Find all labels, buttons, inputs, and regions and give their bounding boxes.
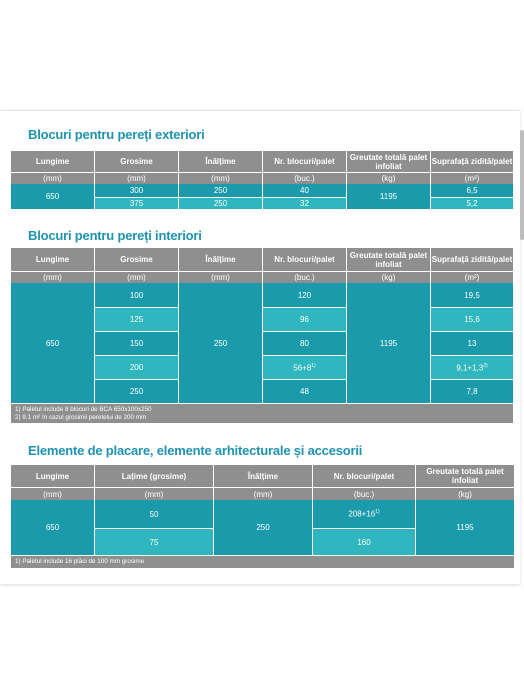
unit-cell: (mm) <box>95 271 178 283</box>
cell-nr <box>263 355 346 379</box>
cell-nr: 40 <box>263 184 346 197</box>
cell-suprafata: 13 <box>431 331 513 355</box>
table-notes <box>11 403 513 423</box>
cell-nr: 48 <box>263 379 346 403</box>
footnote-marker: 2) <box>483 362 488 369</box>
cell-grosime: 200 <box>95 355 178 379</box>
cell-grosime: 150 <box>95 331 178 355</box>
table-exterior <box>10 151 514 209</box>
cell-greutate: 1195 <box>416 500 514 555</box>
cell-suprafata: 19,5 <box>431 283 513 307</box>
header-inaltime: Înălțime <box>179 248 262 271</box>
header-nr-blocuri: Nr. blocuri/palet <box>313 465 415 487</box>
unit-cell: (mm) <box>179 271 262 283</box>
header-suprafata: Suprafață zidită/palet <box>431 151 513 172</box>
cell-inaltime: 250 <box>179 283 262 403</box>
table-interior <box>10 248 514 423</box>
cell-nr: 32 <box>263 197 346 209</box>
scrollbar[interactable] <box>520 130 524 240</box>
cell-lungime: 650 <box>11 283 94 403</box>
footnote: 1) Paletul include 8 blocuri de BCA 650x100x250 <box>15 406 152 413</box>
cell-inaltime: 250 <box>179 197 262 209</box>
footnote: 1) Paletul include 16 plăci de 100 mm grosime <box>15 558 145 565</box>
cell-suprafata-value: 9,1+1,3 <box>456 363 484 373</box>
header-inaltime: Înălțime <box>179 151 262 172</box>
unit-cell: (mm) <box>11 487 94 500</box>
header-inaltime: Înălțime <box>214 465 312 487</box>
table-row <box>11 500 514 528</box>
cell-grosime: 125 <box>95 307 178 331</box>
unit-cell: (kg) <box>347 271 430 283</box>
header-nr-blocuri: Nr. blocuri/palet <box>263 248 346 271</box>
footnote-marker: 1) <box>375 509 380 516</box>
cell-nr: 80 <box>263 331 346 355</box>
cell-inaltime: 250 <box>179 184 262 197</box>
cell-nr-value: 56+8 <box>293 363 312 373</box>
cell-grosime: 250 <box>95 379 178 403</box>
header-greutate: Greutate totală palet infoliat <box>347 248 430 271</box>
cell-latime: 75 <box>95 528 213 555</box>
cell-grosime: 375 <box>95 197 178 209</box>
header-lungime: Lungime <box>11 248 94 271</box>
unit-cell: (kg) <box>416 487 514 500</box>
header-greutate: Greutate totală palet infoliat <box>416 465 514 487</box>
table-row <box>11 283 513 307</box>
cell-greutate: 1195 <box>347 283 430 403</box>
section-title-placare: Elemente de placare, elemente arhitecturale și accesorii <box>28 443 363 458</box>
cell-suprafata: 5,2 <box>431 197 513 209</box>
unit-cell: (m²) <box>431 271 513 283</box>
cell-suprafata: 7,8 <box>431 379 513 403</box>
header-greutate: Greutate totală palet infoliat <box>347 151 430 172</box>
cell-nr: 160 <box>313 528 415 555</box>
cell-nr: 120 <box>263 283 346 307</box>
cell-lungime: 650 <box>11 500 94 555</box>
header-suprafata: Suprafață zidită/palet <box>431 248 513 271</box>
footnote-marker: 1) <box>311 362 316 369</box>
header-latime: Lațime (grosime) <box>95 465 213 487</box>
table-notes <box>11 555 514 568</box>
unit-cell: (mm) <box>95 487 213 500</box>
unit-cell: (kg) <box>347 172 430 184</box>
unit-cell: (m²) <box>431 172 513 184</box>
cell-nr <box>313 500 415 528</box>
cell-suprafata: 15,6 <box>431 307 513 331</box>
cell-lungime: 650 <box>11 184 94 209</box>
cell-grosime: 300 <box>95 184 178 197</box>
unit-cell: (mm) <box>179 172 262 184</box>
header-lungime: Lungime <box>11 151 94 172</box>
cell-inaltime: 250 <box>214 500 312 555</box>
cell-nr-value: 208+16 <box>348 509 376 519</box>
section-title-exterior: Blocuri pentru pereți exteriori <box>28 127 205 142</box>
cell-nr: 96 <box>263 307 346 331</box>
unit-cell: (mm) <box>95 172 178 184</box>
table-row <box>11 184 513 197</box>
section-title-interior: Blocuri pentru pereți interiori <box>28 228 202 243</box>
unit-cell: (buc.) <box>313 487 415 500</box>
unit-cell: (mm) <box>214 487 312 500</box>
cell-suprafata <box>431 355 513 379</box>
unit-cell: (buc.) <box>263 271 346 283</box>
unit-cell: (buc.) <box>263 172 346 184</box>
table-placare <box>10 465 515 568</box>
cell-greutate: 1195 <box>347 184 430 209</box>
header-nr-blocuri: Nr. blocuri/palet <box>263 151 346 172</box>
header-lungime: Lungime <box>11 465 94 487</box>
cell-latime: 50 <box>95 500 213 528</box>
cell-suprafata: 6,5 <box>431 184 513 197</box>
header-grosime: Grosime <box>95 151 178 172</box>
unit-cell: (mm) <box>11 271 94 283</box>
unit-cell: (mm) <box>11 172 94 184</box>
footnote: 2) 9,1 m² în cazul grosimii peretelui de 200 mm <box>15 413 147 421</box>
header-grosime: Grosime <box>95 248 178 271</box>
cell-grosime: 100 <box>95 283 178 307</box>
